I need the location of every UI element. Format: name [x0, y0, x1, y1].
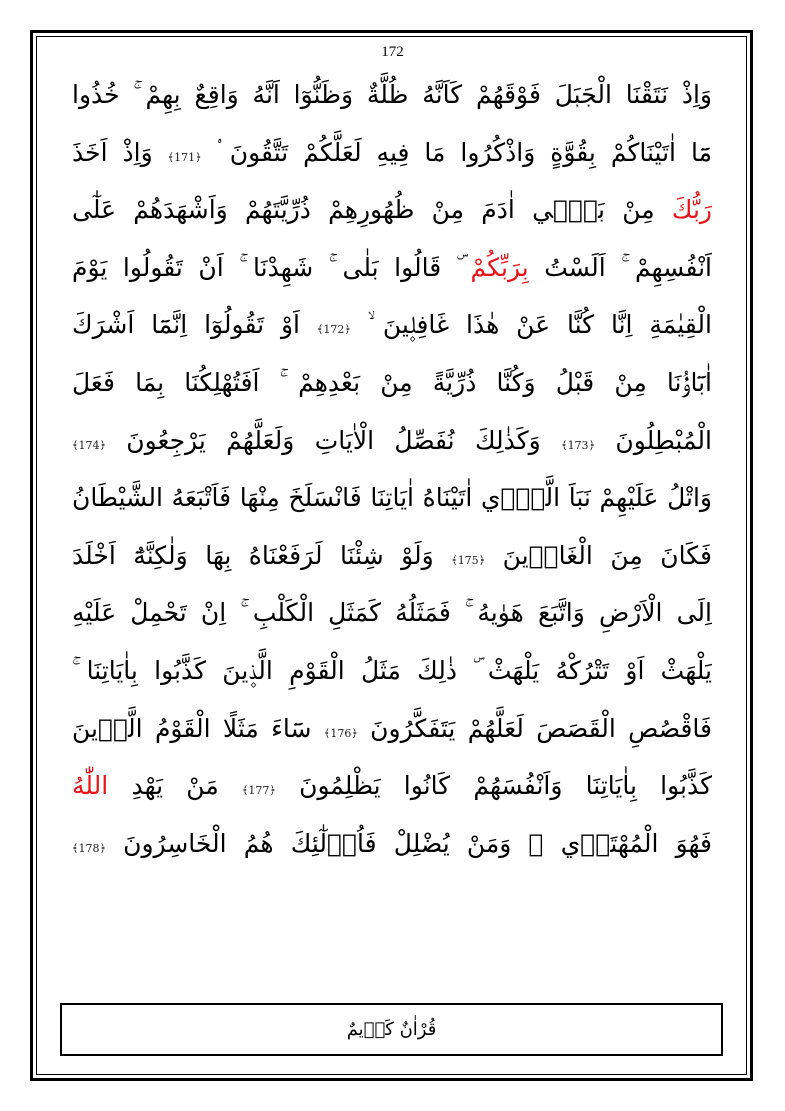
verse-line [72, 239, 712, 297]
verse-text: وَاِذْ اَخَذَ [72, 137, 168, 167]
verse-text: ۜ قَالُوا بَلٰى ۚ شَهِدْنَا ۚ اَنْ تَقُولُوا يَوْمَ [72, 252, 471, 282]
verse-line [72, 527, 712, 585]
verse-line [72, 815, 712, 873]
verse-text: وَاتْلُ عَلَيْهِمْ نَبَاَ الَّذ۪ٓي اٰتَيْنَاهُ اٰيَاتِنَا فَانْسَلَخَ مِنْهَا فَاَتْبَعَهُ الشَّيْطَانُ [72, 483, 712, 513]
ayah-number-marker: ﴿175﴾ [451, 553, 486, 567]
footer-box [60, 1003, 723, 1056]
verse-line [72, 354, 712, 412]
ayah-number-marker: ﴿173﴾ [561, 438, 596, 452]
highlighted-word: بِرَبِّكُمْ [470, 252, 529, 282]
verse-line [72, 642, 712, 700]
ayah-number-marker: ﴿174﴾ [72, 438, 106, 452]
verse-text: يَلْهَثْ اَوْ تَتْرُكْهُ يَلْهَثْ ۜ ذٰلِكَ مَثَلُ الْقَوْمِ الَّذ۪ينَ كَذَّبُوا بِاٰيَاتِنَا ۚ [72, 655, 712, 685]
verse-line [72, 181, 712, 239]
ayah-number-marker: ﴿172﴾ [316, 323, 351, 337]
verse-line [72, 124, 712, 182]
verse-line [72, 700, 712, 758]
verse-line [72, 469, 712, 527]
verse-text: سَٓاءَ مَثَلًا الْقَوْمُ الَّذ۪ينَ [72, 713, 324, 743]
verse-text: فَهُوَ الْمُهْتَد۪ي ۚ وَمَنْ يُضْلِلْ فَاُو۬لٰٓئِكَ هُمُ الْخَاسِرُونَ [105, 828, 712, 858]
verse-text: فَكَانَ مِنَ الْغَاو۪ينَ [485, 540, 712, 570]
ayah-number-marker: ﴿178﴾ [72, 841, 106, 855]
verse-text: مِنْ بَن۪ٓي اٰدَمَ مِنْ ظُهُورِهِمْ ذُرِّيَّتَهُمْ وَاَشْهَدَهُمْ عَلٰٓى [72, 195, 672, 225]
verse-text: اٰبَٓاؤُ۬نَا مِنْ قَبْلُ وَكُنَّا ذُرِّيَّةً مِنْ بَعْدِهِمْ ۚ اَفَتُهْلِكُنَا بِمَا فَعَلَ [72, 367, 712, 397]
verse-text: الْقِيٰمَةِ اِنَّا كُنَّا عَنْ هٰذَا غَافِل۪ينَ ۙ [350, 310, 712, 340]
verse-line [72, 584, 712, 642]
verse-text: الْمُبْطِلُونَ [595, 425, 712, 455]
ayah-number-marker: ﴿177﴾ [241, 784, 276, 798]
verse-line [72, 757, 712, 815]
ayah-number-marker: ﴿171﴾ [167, 150, 202, 164]
page-number: 172 [381, 44, 404, 60]
quran-text-block [72, 66, 712, 872]
highlighted-word: اللّٰهُ [72, 771, 109, 801]
verse-text: مَٓا اٰتَيْنَاكُمْ بِقُوَّةٍ وَاذْكُرُوا مَا فِيهِ لَعَلَّكُمْ تَتَّقُونَ ۟ [201, 137, 712, 167]
verse-line [72, 66, 712, 124]
verse-line [72, 412, 712, 470]
highlighted-word: رَبُّكَ [671, 195, 712, 225]
verse-text: فَاقْصُصِ الْقَصَصَ لَعَلَّهُمْ يَتَفَكَّرُونَ [357, 713, 712, 743]
verse-text: اِلَى الْاَرْضِ وَاتَّبَعَ هَوٰيهُ ۚ فَمَثَلُهُ كَمَثَلِ الْكَلْبِ ۚ اِنْ تَحْمِلْ عَلَيْهِ [72, 598, 712, 628]
footer-title: قُرْاٰنٌ كَر۪يمٌ [346, 1019, 437, 1040]
verse-text: وَاِذْ نَتَقْنَا الْجَبَلَ فَوْقَهُمْ كَاَنَّهُ ظُلَّةٌ وَظَنُّوٓا اَنَّهُ وَاقِعٌ بِهِمْ ۚ خُذُوا [72, 80, 712, 109]
verse-text: اَوْ تَقُولُوٓا اِنَّمَٓا اَشْرَكَ [72, 310, 317, 340]
ayah-number-marker: ﴿176﴾ [323, 726, 358, 740]
verse-text: وَلَوْ شِئْنَا لَرَفَعْنَاهُ بِهَا وَلٰكِنَّهُٓ اَخْلَدَ [72, 540, 452, 570]
verse-line [72, 296, 712, 354]
verse-text: اَنْفُسِهِمْ ۚ اَلَسْتُ [528, 252, 712, 282]
verse-text: كَذَّبُوا بِاٰيَاتِنَا وَاَنْفُسَهُمْ كَانُوا يَظْلِمُونَ [275, 771, 712, 801]
verse-text: مَنْ يَهْدِ [108, 771, 242, 801]
verse-text: وَكَذٰلِكَ نُفَصِّلُ الْاٰيَاتِ وَلَعَلَّهُمْ يَرْجِعُونَ [105, 425, 562, 455]
